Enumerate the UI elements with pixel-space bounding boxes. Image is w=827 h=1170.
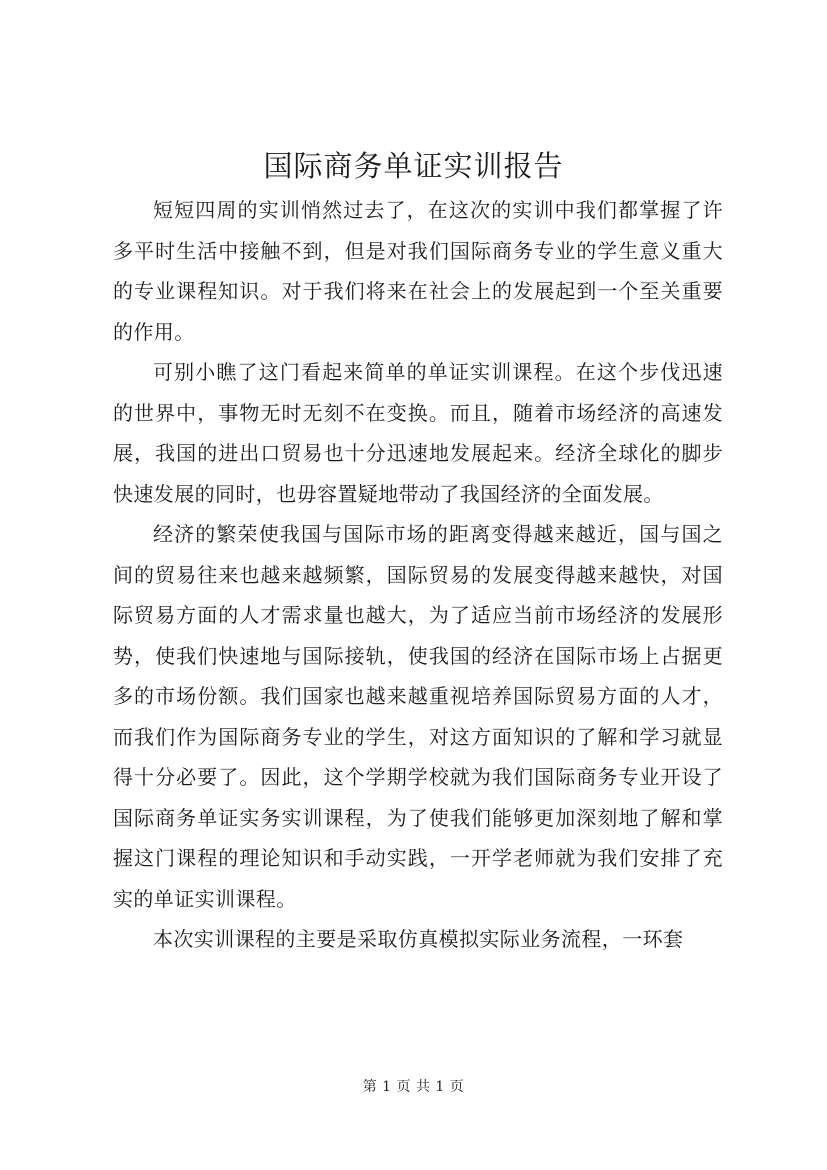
- paragraph-4: 本次实训课程的主要是采取仿真模拟实际业务流程，一环套: [153, 927, 684, 951]
- document-body: [113, 190, 723, 960]
- document-title: 国际商务单证实训报告: [263, 149, 564, 183]
- paragraph-1: 短短四周的实训悄然过去了，在这次的实训中我们都掌握了许多平时生活中接触不到，但是对我们国际商务专业的学生意义重大的专业课程知识。对于我们将来在社会上的发展起到一个至关重要的作用。: [113, 198, 723, 344]
- page-footer: 第 1 页 共 1 页: [362, 1079, 465, 1095]
- paragraph-2: 可别小瞧了这门看起来简单的单证实训课程。在这个步伐迅速的世界中，事物无时无刻不在变换。而且，随着市场经济的高速发展，我国的进出口贸易也十分迅速地发展起来。经济全球化的脚步快速发展的同时，也毋容置疑地带动了我国经济的全面发展。: [113, 360, 723, 506]
- paragraph-3: 经济的繁荣使我国与国际市场的距离变得越来越近，国与国之间的贸易往来也越来越频繁，国际贸易的发展变得越来越快，对国际贸易方面的人才需求量也越大，为了适应当前市场经济的发展形势，使我们快速地与国际接轨，使我国的经济在国际市场上占据更多的市场份额。我们国家也越来越重视培养国际贸易方面的人才，而我们作为国际商务专业的学生，对这方面知识的了解和学习就显得十分必要了。因此，这个学期学校就为我们国际商务专业开设了国际商务单证实务实训课程，为了使我们能够更加深刻地了解和掌握这门课程的理论知识和手动实践，一开学老师就为我们安排了充实的单证实训课程。: [113, 522, 723, 911]
